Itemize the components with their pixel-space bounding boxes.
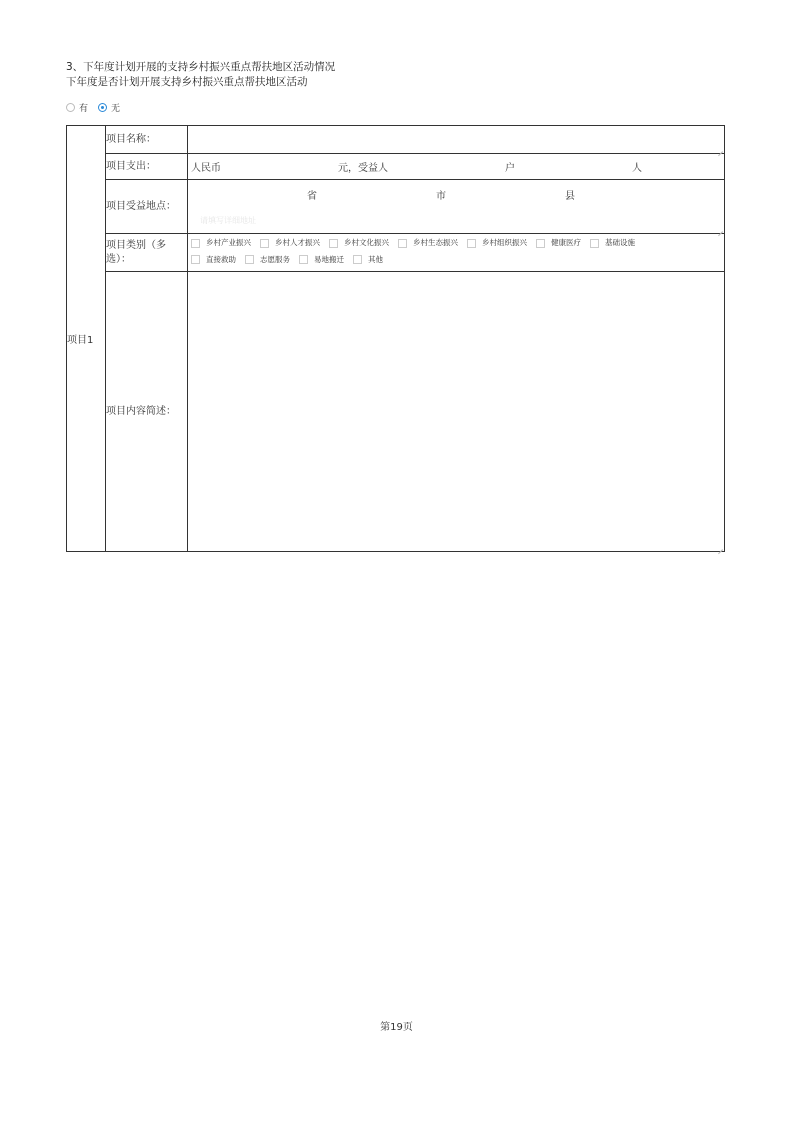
city-text: 市 xyxy=(436,191,446,202)
radio-yes-label[interactable]: 有 xyxy=(79,104,89,114)
category-option[interactable]: 健康医疗 xyxy=(536,236,581,250)
radio-no[interactable] xyxy=(98,103,107,112)
project-label: 项目1 xyxy=(67,126,106,552)
project-location-label: 项目受益地点： xyxy=(106,180,188,234)
category-option[interactable]: 其他 xyxy=(353,253,383,267)
province-text: 省 xyxy=(307,191,317,202)
category-option[interactable]: 志愿服务 xyxy=(245,253,290,267)
checkbox-icon[interactable] xyxy=(467,239,476,248)
checkbox-icon[interactable] xyxy=(191,255,200,264)
category-option[interactable]: 乡村文化振兴 xyxy=(329,236,389,250)
county-text: 县 xyxy=(565,191,575,202)
section-title: 3、下年度计划开展的支持乡村振兴重点帮扶地区活动情况 xyxy=(66,61,336,73)
radio-yes[interactable] xyxy=(66,103,75,112)
checkbox-icon[interactable] xyxy=(245,255,254,264)
category-option[interactable]: 乡村产业振兴 xyxy=(191,236,251,250)
project-expense-field xyxy=(188,154,725,180)
checkbox-icon[interactable] xyxy=(299,255,308,264)
project-category-label: 项目类别（多选）： xyxy=(106,234,188,272)
project-description-label: 项目内容简述： xyxy=(106,272,188,552)
category-option[interactable]: 乡村生态振兴 xyxy=(398,236,458,250)
project-expense-label: 项目支出： xyxy=(106,154,188,180)
person-text: 人 xyxy=(632,163,642,174)
beneficiary-text: 元，受益人 xyxy=(338,163,388,174)
page-number: 第19页 xyxy=(380,1022,413,1033)
address-placeholder: 请填写详细地址 xyxy=(200,216,256,225)
checkbox-icon[interactable] xyxy=(398,239,407,248)
checkbox-icon[interactable] xyxy=(536,239,545,248)
checkbox-icon[interactable] xyxy=(353,255,362,264)
project-location-field[interactable] xyxy=(188,180,725,234)
checkbox-icon[interactable] xyxy=(260,239,269,248)
category-option[interactable]: 乡村组织振兴 xyxy=(467,236,527,250)
household-text: 户 xyxy=(505,163,515,174)
category-option[interactable]: 易地搬迁 xyxy=(299,253,344,267)
currency-text: 人民币 xyxy=(191,163,221,174)
section-question: 下年度是否计划开展支持乡村振兴重点帮扶地区活动 xyxy=(66,76,308,88)
project-category-field xyxy=(188,234,725,272)
category-option[interactable]: 直接救助 xyxy=(191,253,236,267)
checkbox-icon[interactable] xyxy=(329,239,338,248)
plan-radio-group xyxy=(66,101,130,114)
category-option[interactable]: 基础设施 xyxy=(590,236,635,250)
project-name-label: 项目名称： xyxy=(106,126,188,154)
resize-handle-icon[interactable] xyxy=(717,146,723,152)
checkbox-icon[interactable] xyxy=(191,239,200,248)
checkbox-icon[interactable] xyxy=(590,239,599,248)
project-description-textarea[interactable] xyxy=(188,272,725,552)
project-form-table xyxy=(66,125,725,552)
category-option[interactable]: 乡村人才振兴 xyxy=(260,236,320,250)
resize-handle-icon[interactable] xyxy=(717,226,723,232)
project-name-input[interactable] xyxy=(188,126,725,154)
resize-handle-icon[interactable] xyxy=(717,544,723,550)
radio-no-label[interactable]: 无 xyxy=(111,104,121,114)
